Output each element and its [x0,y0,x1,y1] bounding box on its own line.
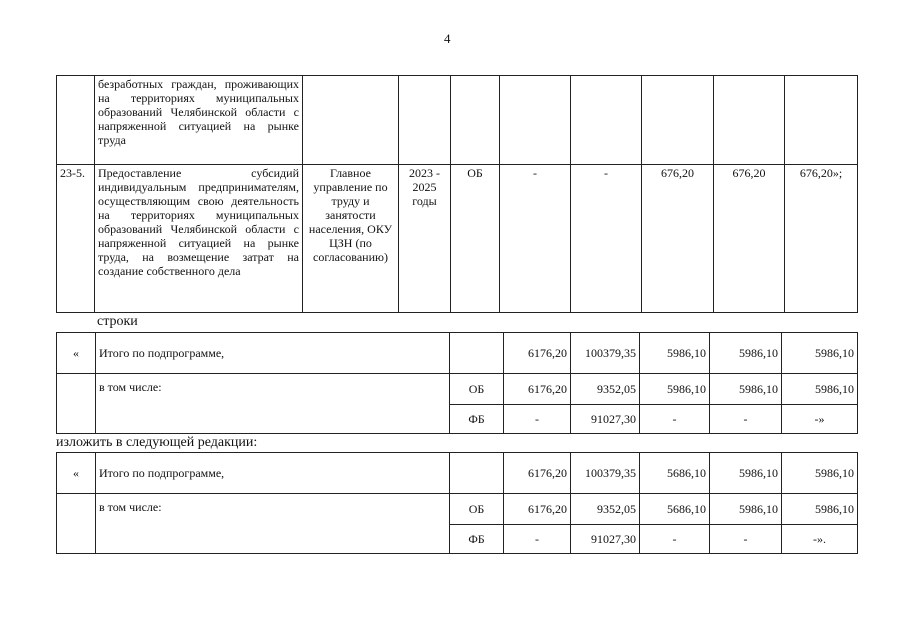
executor-cell: Главное управление по труду и занятости населения, ОКУ ЦЗН (по согласованию) [303,165,399,313]
value-cell: -» [782,405,858,434]
totals-table-current [56,332,858,434]
value-cell: 5986,10 [782,374,858,405]
value-cell: 6176,20 [504,374,571,405]
value-cell: 5986,10 [640,374,710,405]
value-cell: - [504,405,571,434]
value-cell: -». [782,525,858,554]
value-cell: 5986,10 [782,494,858,525]
source-cell: ОБ [450,494,504,525]
value-cell: 5686,10 [640,494,710,525]
value-cell: 5686,10 [640,453,710,494]
table-row [57,165,858,313]
table-row [57,333,858,374]
value-cell: - [710,405,782,434]
value-cell: 676,20»; [785,165,858,313]
value-cell: 5986,10 [710,453,782,494]
page-number: 4 [444,31,451,46]
source-cell: ОБ [451,165,500,313]
value-cell: 6176,20 [504,453,571,494]
open-quote: « [57,453,96,494]
value-cell: 5986,10 [710,494,782,525]
source-cell: ФБ [450,525,504,554]
value-cell: 91027,30 [571,525,640,554]
value-cell: 5986,10 [782,453,858,494]
value-cell: - [640,405,710,434]
value-cell: 6176,20 [504,333,571,374]
open-quote: « [57,333,96,374]
section-heading-new: изложить в следующей редакции: [56,435,258,450]
table-row [57,494,858,525]
years-cell: 2023 - 2025 годы [399,165,451,313]
section-heading-rows: строки [97,314,138,329]
total-label: Итого по подпрограмме, [96,453,450,494]
value-cell: - [640,525,710,554]
table-row [57,76,858,165]
table-row [57,453,858,494]
value-cell: 6176,20 [504,494,571,525]
value-cell: 5986,10 [710,333,782,374]
value-cell: 91027,30 [571,405,640,434]
including-label: в том числе: [96,374,450,434]
including-label: в том числе: [96,494,450,554]
value-cell: 9352,05 [571,374,640,405]
measure-description: Предоставление субсидий индивидуальным предпринимателям, осуществляющим свою деятельность на территориях муниципальных образований Челябинской области с напряженной ситуацией на рынке труда, на возмещение затрат на создание собственного дела [95,165,303,313]
table-row [57,374,858,405]
value-cell: 5986,10 [640,333,710,374]
source-cell: ОБ [450,374,504,405]
value-cell: 676,20 [714,165,785,313]
value-cell: - [500,165,571,313]
value-cell: 5986,10 [782,333,858,374]
source-cell: ФБ [450,405,504,434]
total-label: Итого по подпрограмме, [96,333,450,374]
value-cell: 5986,10 [710,374,782,405]
value-cell: - [504,525,571,554]
value-cell: 100379,35 [571,453,640,494]
value-cell: - [571,165,642,313]
value-cell: - [710,525,782,554]
value-cell: 676,20 [642,165,714,313]
measure-description: безработных граждан, проживающих на территориях муниципальных образований Челябинской области с напряженной ситуацией на рынке труда [95,76,303,165]
row-number: 23-5. [57,165,95,313]
value-cell: 9352,05 [571,494,640,525]
value-cell: 100379,35 [571,333,640,374]
totals-table-new [56,452,858,554]
measures-table [56,75,858,313]
